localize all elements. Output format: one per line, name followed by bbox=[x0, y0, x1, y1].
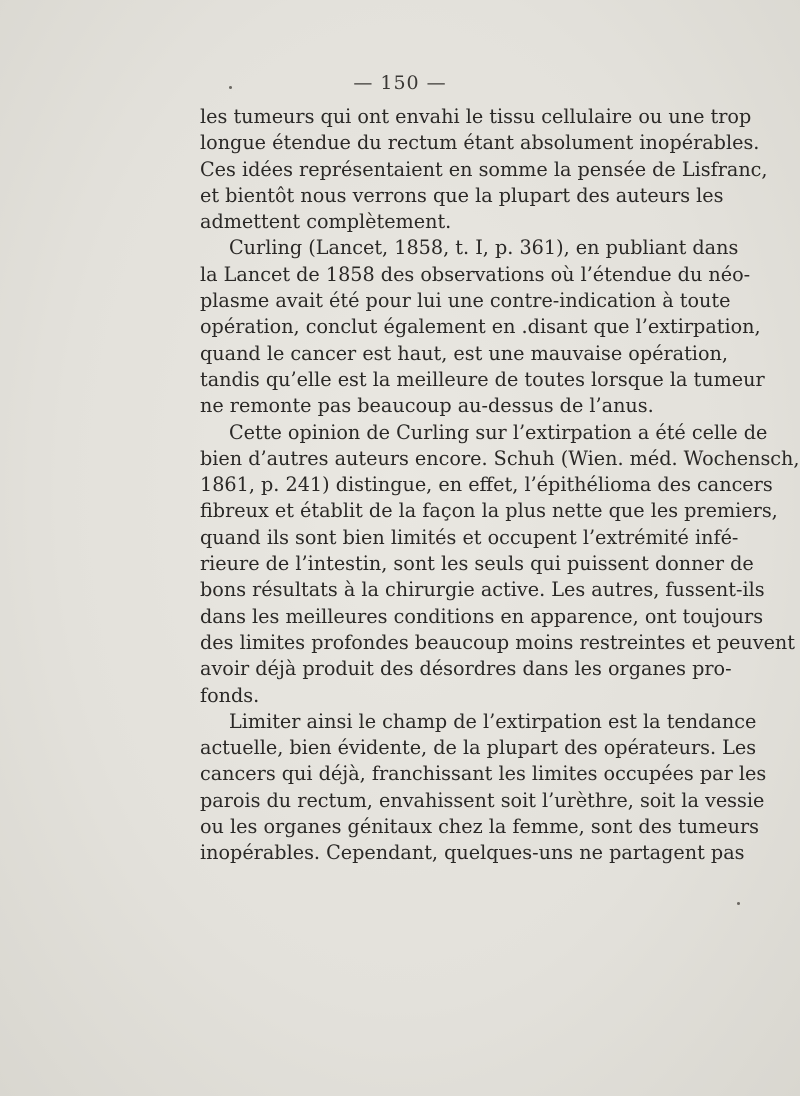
page-number: — 150 — bbox=[353, 72, 447, 94]
paper-speck bbox=[229, 86, 232, 89]
text-line: plasme avait été pour lui une contre-indication à toute bbox=[200, 289, 731, 313]
text-line: Curling (Lancet, 1858, t. I, p. 361), en publiant dans bbox=[229, 236, 739, 260]
text-line: et bientôt nous verrons que la plupart des auteurs les bbox=[200, 183, 724, 207]
text-line: inopérables. Cependant, quelques-uns ne partagent pas bbox=[200, 841, 745, 865]
text-line: la Lancet de 1858 des observations où l’étendue du néo- bbox=[200, 262, 751, 286]
text-line: admettent complètement. bbox=[200, 210, 452, 234]
text-line: dans les meilleures conditions en apparence, ont toujours bbox=[200, 604, 764, 628]
text-line: bien d’autres auteurs encore. Schuh (Wien. méd. Wochensch, bbox=[200, 446, 800, 470]
text-line: rieure de l’intestin, sont les seuls qui puissent donner de bbox=[200, 552, 754, 576]
text-line: Limiter ainsi le champ de l’extirpation est la tendance bbox=[229, 709, 757, 733]
text-line: des limites profondes beaucoup moins restreintes et peuvent bbox=[200, 630, 795, 654]
text-line: quand le cancer est haut, est une mauvaise opération, bbox=[200, 341, 728, 365]
text-line: fibreux et établit de la façon la plus nette que les premiers, bbox=[200, 499, 778, 523]
text-line: les tumeurs qui ont envahi le tissu cellulaire ou une trop bbox=[200, 105, 752, 128]
text-line: ou les organes génitaux chez la femme, sont des tumeurs bbox=[200, 815, 759, 839]
text-line: Cette opinion de Curling sur l’extirpation a été celle de bbox=[229, 420, 768, 444]
text-line: Ces idées représentaient en somme la pensée de Lisfranc, bbox=[200, 157, 768, 181]
text-line: bons résultats à la chirurgie active. Les autres, fussent-ils bbox=[200, 578, 765, 602]
text-line: actuelle, bien évidente, de la plupart des opérateurs. Les bbox=[200, 736, 757, 760]
text-line: longue étendue du rectum étant absolument inopérables. bbox=[200, 131, 760, 155]
text-line: avoir déjà produit des désordres dans les organes pro- bbox=[200, 657, 732, 681]
text-line: ne remonte pas beaucoup au-dessus de l’anus. bbox=[200, 394, 654, 418]
body-text bbox=[200, 104, 800, 867]
text-line: cancers qui déjà, franchissant les limites occupées par les bbox=[200, 762, 767, 786]
text-line: quand ils sont bien limités et occupent l’extrémité infé- bbox=[200, 525, 739, 549]
text-line: parois du rectum, envahissent soit l’urèthre, soit la vessie bbox=[200, 788, 765, 812]
text-line: opération, conclut également en .disant que l’extirpation, bbox=[200, 315, 761, 339]
text-line: 1861, p. 241) distingue, en effet, l’épithélioma des cancers bbox=[200, 473, 773, 497]
paper-speck bbox=[737, 902, 740, 905]
text-line: tandis qu’elle est la meilleure de toutes lorsque la tumeur bbox=[200, 367, 765, 391]
text-line: fonds. bbox=[200, 683, 260, 707]
